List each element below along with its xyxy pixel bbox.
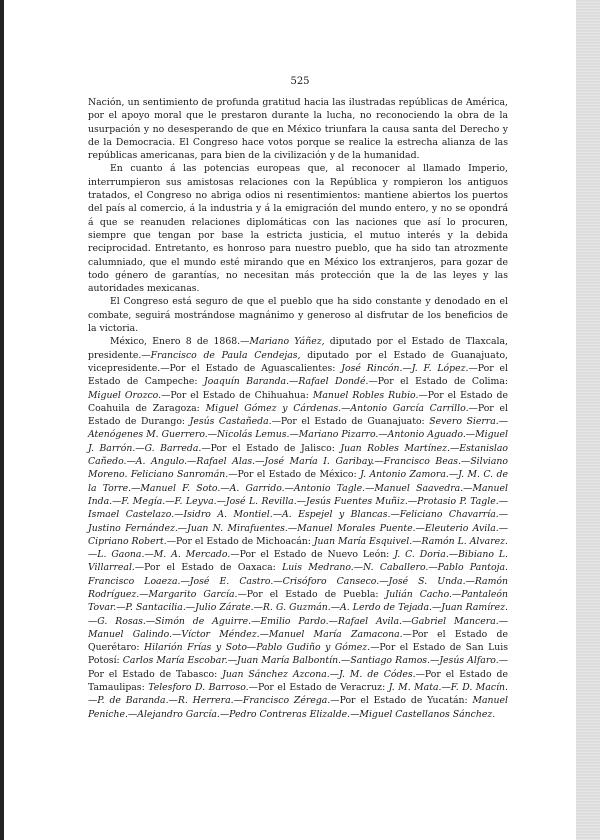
signature-text: —Por el Estado de México:	[228, 469, 361, 481]
signatory-name: Carlos María Escobar.—Juan María Balbontín.—Santiago Ramos.—Jesús Alfaro.	[122, 655, 499, 667]
scan-left-border	[0, 0, 4, 840]
paragraph: El Congreso está seguro de que el pueblo que ha sido constante y denodado en el combate, seguirá mostrándose magnánimo y generoso al disfrutar de los beneficios de la victoria.	[88, 296, 508, 335]
signatory-name: Mariano Yáñez,	[249, 336, 325, 348]
signatory-name: Miguel Orozco.	[88, 389, 162, 401]
signature-text: —Por el Estado de Veracruz:	[248, 682, 389, 694]
signatory-name: Jesús Castañeda.	[189, 416, 272, 428]
signatory-name: Luis Medrano.—N. Caballero.—Pablo Pantoja. Francisco Loaeza.—José E. Castro.—Crisóforo Canseco.—José S. Unda.—Ramón Rodríguez.—Margarito García.	[88, 562, 508, 600]
signature-text: —Por el Estado de Colima:	[368, 376, 509, 388]
signature-text: —Por el Estado de Campeche:	[88, 362, 508, 388]
signature-text: —Por el Estado de Yucatán:	[330, 695, 473, 707]
signature-text: —Por el Estado de Tamaulipas:	[88, 668, 508, 694]
signatory-name: Hilarión Frías y Soto—Pablo Gudiño y Gómez.	[144, 642, 371, 654]
signatory-name: Severo Sierra.—Atenógenes M. Guerrero.—Nicolás Lemus.—Mariano Pizarro.—Antonio Aguado.—Miguel J. Barrón.—G. Barreda.	[88, 416, 508, 454]
signatory-name: J. M. Mata.—F. D. Macín.—P. de Baranda.—R. Herrera.—Francisco Zérega.	[88, 682, 508, 707]
signatory-name: Julián Cacho.—Pantaleón Tovar.—P. Santacilia.—Julio Zárate.—R. G. Guzmán.—A. Lerdo de Tejada.—Juan Ramírez.—G. Rosas.—Simón de Aguirre.—Emilio Pardo.—Rafael Avila.—Gabriel Mancera.—Manuel Galindo.—Víctor Méndez.—Manuel María Zamacona.	[88, 588, 509, 640]
signatory-name: Francisco de Paula Cendejas,	[150, 349, 301, 361]
signatory-name: Joaquín Baranda.—Rafael Dondé.	[204, 376, 369, 388]
signature-text: —Por el Estado de Tabasco:	[88, 655, 508, 680]
signature-text: —Por el Estado de Querétaro:	[88, 628, 509, 654]
signature-text: —Por el Estado de Oaxaca:	[134, 562, 283, 574]
signatory-name: Telesforo D. Barroso.	[148, 682, 249, 694]
signature-text: México, Enero 8 de 1868.—	[110, 336, 250, 348]
signatory-name: Juan Sánchez Azcona.—J. M. de Códes.	[222, 668, 416, 680]
signatory-name: Miguel Gómez y Cárdenas.—Antonio García Carrillo.	[205, 402, 469, 414]
signature-text: —Por el Estado de San Luis Potosí:	[88, 642, 508, 667]
signatory-name: José Rincón.—J. F. López.	[341, 362, 469, 374]
scan-right-edge	[576, 0, 600, 840]
page-number: 525	[290, 76, 310, 87]
signature-text: —Por el Estado de Nuevo León:	[230, 549, 395, 561]
signature-block	[88, 335, 508, 721]
signature-text: —Por el Estado de Jalisco:	[201, 442, 341, 454]
paragraph: Nación, un sentimiento de profunda gratitud hacia las ilustradas repúblicas de América, por el apoyo moral que le prestaron durante la lucha, no reconociendo la obra de la usurpación y no desesperando de que en México triunfara la causa santa del Derecho y de la Democracia. El Congreso hace votos porque se realice la estrecha alianza de las repúblicas americanas, para bien de la civilización y de la humanidad.	[88, 97, 508, 162]
signatory-name: Juan María Esquivel.—Ramón L. Alvarez.—L. Gaona.—M. A. Mercado.	[88, 535, 508, 561]
signatory-name: Juan Robles Martínez.—Estanislao Cañedo.—A. Angulo.—Rafael Alas.—José María I. Garibay.—Francisco Beas.—Silviano Moreno. Feliciano Sanromán.	[88, 442, 508, 481]
signatory-name: J. Antonio Zamora.—J. M. C. de la Torre.—Manuel F. Soto.—A. Garrido.—Antonio Tagle.—Manuel Saavedra.—Manuel Inda.—F. Megía.—F. Leyva.—José L. Revilla.—Jesús Fuentes Muñiz.—Protasio P. Tagle.—Ismael Castelazo.—Isidro A. Montiel.—A. Espejel y Blancas.—Feliciano Chavarría.—Justino Fernández.—Juan N. Mirafuentes.—Manuel Morales Puente.—Eleuterio Avila.—Cipriano Robert.	[88, 469, 509, 547]
signature-text: —Por el Estado de Coahuila de Zaragoza:	[88, 389, 508, 414]
signature-text: —Por el Estado de Chihuahua:	[161, 389, 313, 401]
signature-text: —Por el Estado de Guanajuato:	[271, 416, 430, 428]
signature-text: diputado por el Estado de Guanajuato, vicepresidente.—Por el Estado de Aguascalientes:	[88, 349, 509, 374]
signatory-name: Manuel Robles Rubio.	[312, 389, 419, 401]
signature-text: —Por el Estado de Michoacán:	[166, 535, 314, 547]
signature-text: —Por el Estado de Puebla:	[237, 588, 386, 600]
signature-text: diputado por el Estado de Tlaxcala, presidente.—	[88, 336, 508, 361]
body-text	[88, 96, 508, 721]
paragraph: En cuanto á las potencias europeas que, al reconocer al llamado Imperio, interrumpieron sus amistosas relaciones con la República y rompieron los antiguos tratados, el Congreso no abriga odios ni resentimientos: mantiene abiertos los puertos del país al comercio, á la industria y á la emigración del mundo entero, y no se opondrá á que se reanuden relaciones diplomáticas con las naciones que así lo procuren, siempre que tengan por base la estricta justicia, el mutuo interés y la debida reciprocidad. Entretanto, es honroso para nuestro pueblo, que ha sido tan atrozmente calumniado, que el mundo esté mirando que en México los extranjeros, para gozar de todo género de garantías, no necesitan más protección que la de las leyes y las autoridades mexicanas.	[88, 163, 508, 295]
signatory-name: Manuel Peniche.—Alejandro García.—Pedro Contreras Elizalde.—Miguel Castellanos Sánchez.	[88, 695, 508, 720]
signature-text: —Por el Estado de Durango:	[88, 402, 508, 428]
signatory-name: J. C. Doria.—Bibiano L. Villarreal.	[88, 549, 508, 574]
